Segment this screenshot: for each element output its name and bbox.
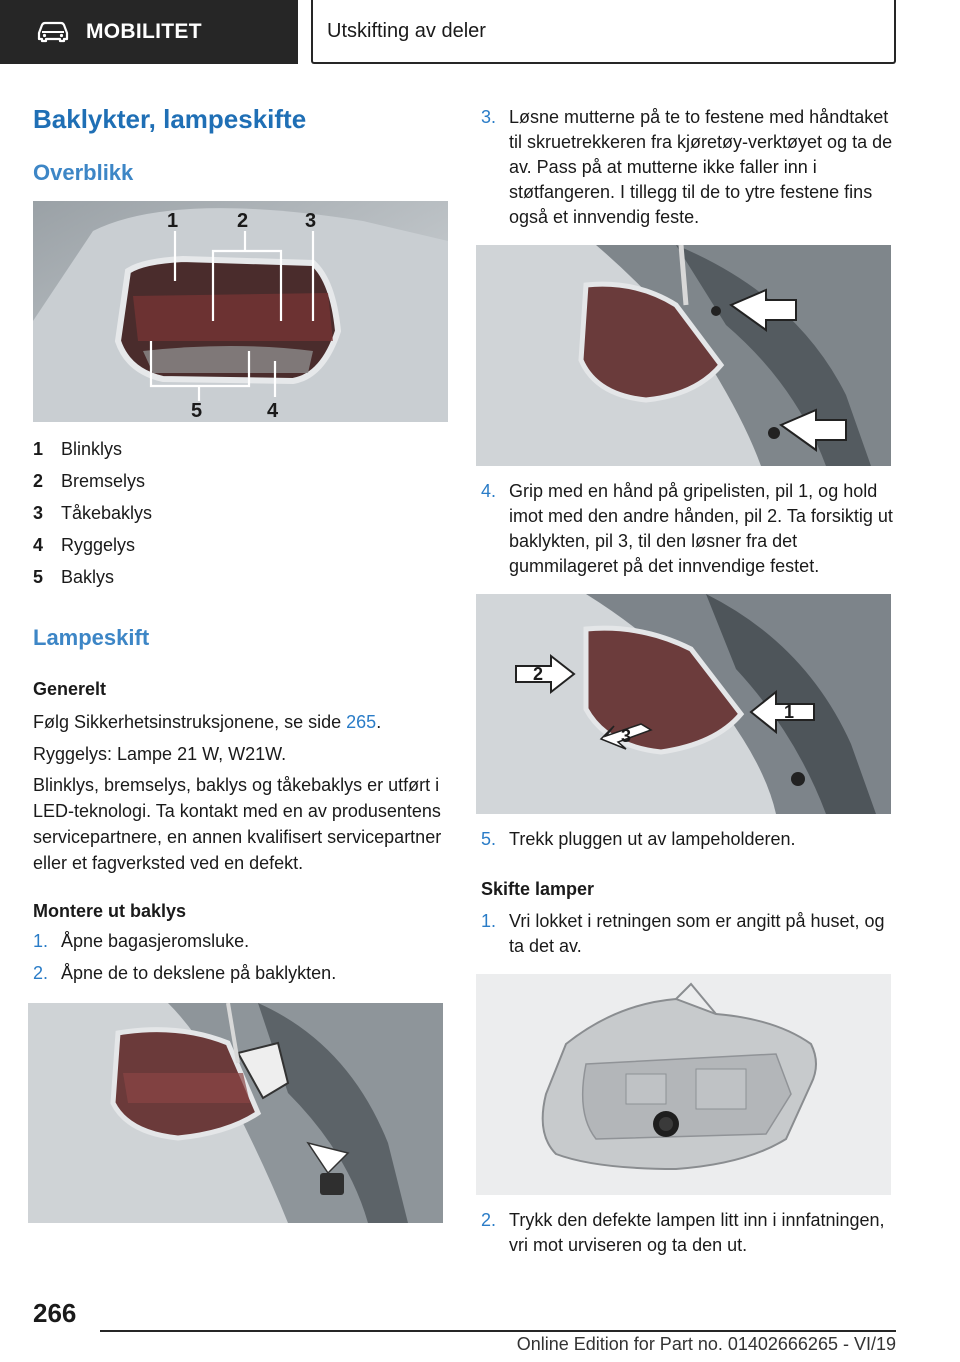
remove-heading: Montere ut baklys [33,901,187,921]
car-icon [36,21,70,43]
legend-item: 2 Bremselys [33,470,146,491]
open-covers-image [28,1003,443,1223]
page-link-265[interactable]: 265 [346,712,377,732]
arrow-label-2: 2 [533,664,544,684]
legend-item: 5 Baklys [33,566,115,587]
taillight-overview-image [33,201,448,422]
footer-divider [100,1330,896,1332]
lampeskift-heading: Lampeskift [33,625,150,650]
legend-item: 1 Blinklys [33,438,123,459]
section-tab [0,0,298,64]
remove-step-5: 5. Trekk pluggen ut av lampeholderen. [481,829,796,849]
pull-out-taillight-image [476,594,891,814]
arrow-label-1: 1 [784,702,795,722]
overview-heading: Overblikk [33,160,134,185]
remove-step-4: 4. Grip med en hånd på gripelisten, pil 1, og hold imot med den andre hånden, pil 2. Ta forsiktig ut baklykten, pil 3, til den løsner fra det gummilageret på det innvendige festet. [481,481,893,576]
figure-label-4: 4 [267,400,279,422]
safety-reference: Følg Sikkerhetsinstruksjonene, se side 265. [33,712,382,732]
page-title: Baklykter, lampeskifte [33,104,307,134]
general-heading: Generelt [33,679,107,699]
arrow-label-3: 3 [621,726,632,746]
chapter-tab [311,0,896,64]
figure-label-1: 1 [167,210,179,232]
replace-step-2: 2. Trykk den defekte lampen litt inn i innfatningen, vri mot urviseren og ta den ut. [481,1210,885,1255]
remove-step-2: 2. Åpne de to dekslene på baklykten. [33,963,337,983]
figure-label-3: 3 [305,210,317,232]
figure-label-5: 5 [191,400,203,422]
replace-heading: Skifte lamper [481,879,595,899]
section-title: MOBILITET [86,20,202,43]
remove-step-3: 3. Løsne mutterne på te to festene med håndtaket til skruetrekkeren fra kjøretøy-verktøyet og ta de av. Pass på at mutterne ikke faller inn i støtfangeren. I tillegg til de to ytre festene fins også et innvendig feste. [481,107,893,227]
legend-item: 4 Ryggelys [33,534,136,555]
overview-legend [33,433,152,593]
replace-step-1: 1. Vri lokket i retningen som er angitt på huset, og ta det av. [481,911,885,956]
reverse-lamp-spec: Ryggelys: Lampe 21 W, W21W. [33,744,287,764]
lamp-housing-image [476,974,891,1195]
edition-note: Online Edition for Part no. 01402666265 - VI/19 [516,1334,896,1354]
remove-step-1: 1. Åpne bagasjeromsluke. [33,931,250,951]
legend-item: 3 Tåkebaklys [33,502,153,523]
loosen-nuts-image [476,245,891,466]
page-number: 266 [33,1298,77,1328]
led-info: Blinklys, bremselys, baklys og tåkebaklys er utført i LED-teknologi. Ta kontakt med en av produsentens servicepartnere, en annen kvalifisert servicepartner eller et fagverksted ved en defekt. [33,775,442,873]
figure-label-2: 2 [237,210,249,232]
chapter-title: Utskifting av deler [327,19,486,42]
